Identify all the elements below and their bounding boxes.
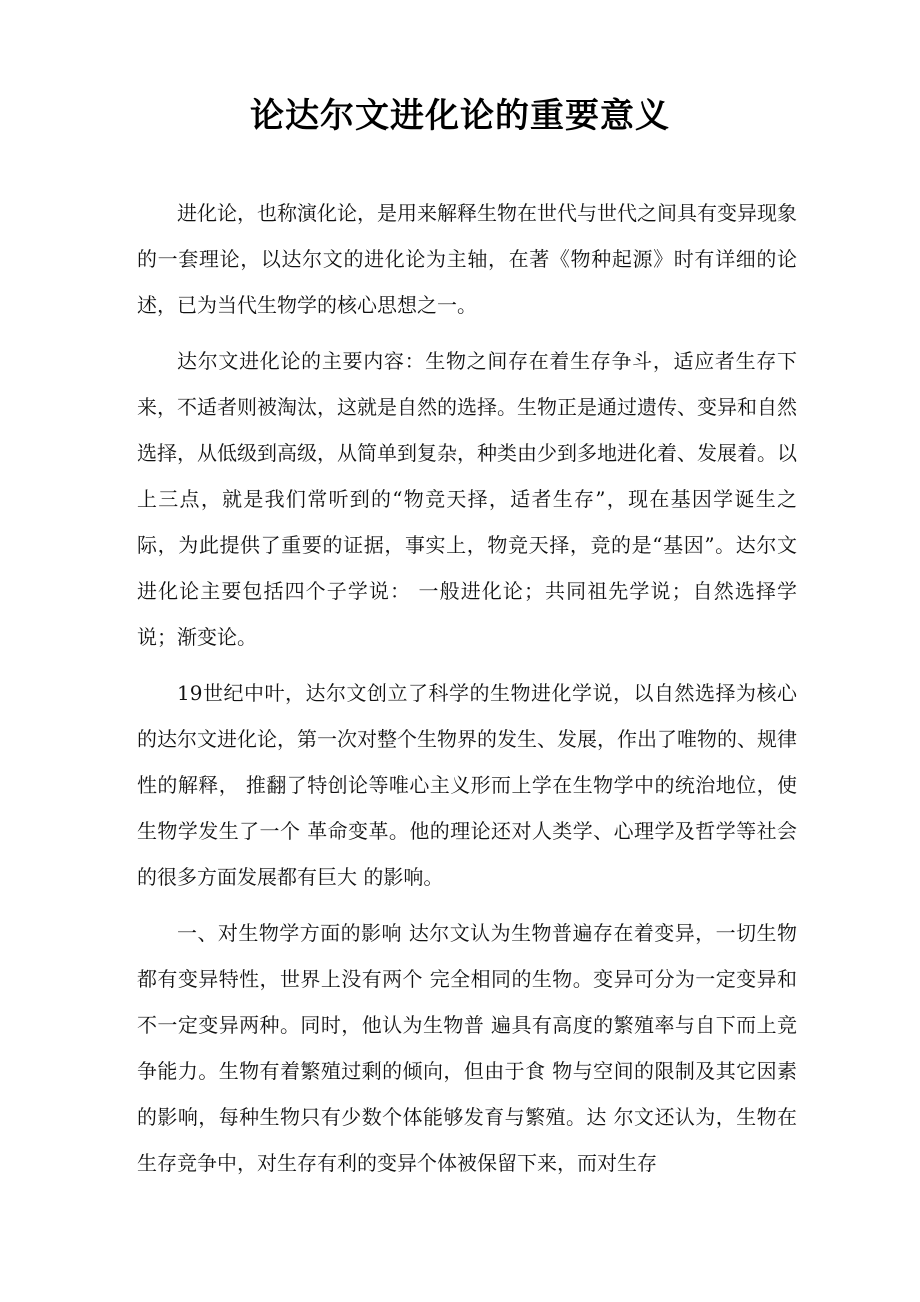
paragraph-main-content: 达尔文进化论的主要内容：生物之间存在着生存争斗，适应者生存下来，不适者则被淘汰，这就是自然的选择。生物正是通过遗传、变异和自然选择，从低级到高级，从简单到复杂，种类由少到多地进化着、发展着。以上三点，就是我们常听到的“物竞天择，适者生存”，现在基因学诞生之际，为此提供了重要的证据，事实上，物竞天择，竞的是“基因”。达尔文进化论主要包括四个子学说： 一般进化论；共同祖先学说；自然选择学说；渐变论。 xyxy=(137,349,797,649)
paragraph-intro: 进化论，也称演化论，是用来解释生物在世代与世代之间具有变异现象的一套理论，以达尔文的进化论为主轴，在著《物种起源》时有详细的论述，已为当代生物学的核心思想之一。 xyxy=(137,201,797,317)
document-body xyxy=(137,190,797,1186)
page-title: 论达尔文进化论的重要意义 xyxy=(250,96,670,136)
paragraph-biology-impact: 一、对生物学方面的影响 达尔文认为生物普遍存在着变异，一切生物都有变异特性，世界上没有两个 完全相同的生物。变异可分为一定变异和不一定变异两种。同时，他认为生物普 遍具有高度的繁殖率与自下而上竞争能力。生物有着繁殖过剩的倾向，但由于食 物与空间的限制及其它因素的影响，每种生物只有少数个体能够发育与繁殖。达 尔文还认为，生物在生存竞争中，对生存有利的变异个体被保留下来，而对生存 xyxy=(137,921,797,1175)
paragraph-historical-significance: 19世纪中叶，达尔文创立了科学的生物进化学说，以自然选择为核心的达尔文进化论，第一次对整个生物界的发生、发展，作出了唯物的、规律性的解释， 推翻了特创论等唯心主义形而上学在生物学中的统治地位，使生物学发生了一个 革命变革。他的理论还对人类学、心理学及哲学等社会的很多方面发展都有巨大 的影响。 xyxy=(137,681,797,889)
